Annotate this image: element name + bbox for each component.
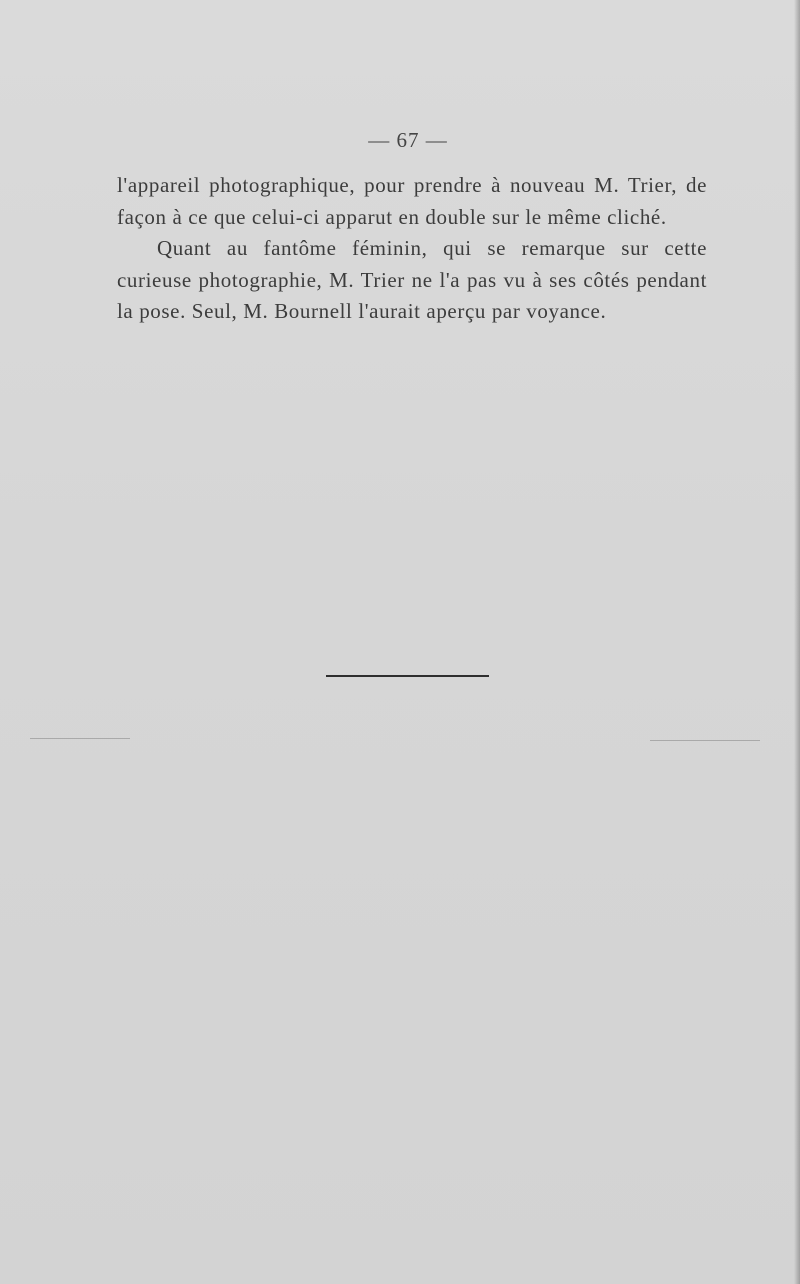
body-text xyxy=(117,170,707,328)
end-rule xyxy=(326,675,489,677)
scan-artifact xyxy=(30,738,130,739)
paragraph: l'appareil photographique, pour prendre à nouveau M. Trier, de façon à ce que celui-ci apparut en double sur le même cliché. xyxy=(117,173,707,229)
paragraph: Quant au fantôme féminin, qui se remarque sur cette curieuse photographie, M. Trier ne l'a pas vu à ses côtés pendant la pose. Seul, M. Bournell l'aurait aperçu par voyance. xyxy=(117,236,707,323)
scan-artifact xyxy=(650,740,760,741)
page-number: — 67 — xyxy=(368,128,448,152)
page-edge-shadow xyxy=(794,0,800,1284)
